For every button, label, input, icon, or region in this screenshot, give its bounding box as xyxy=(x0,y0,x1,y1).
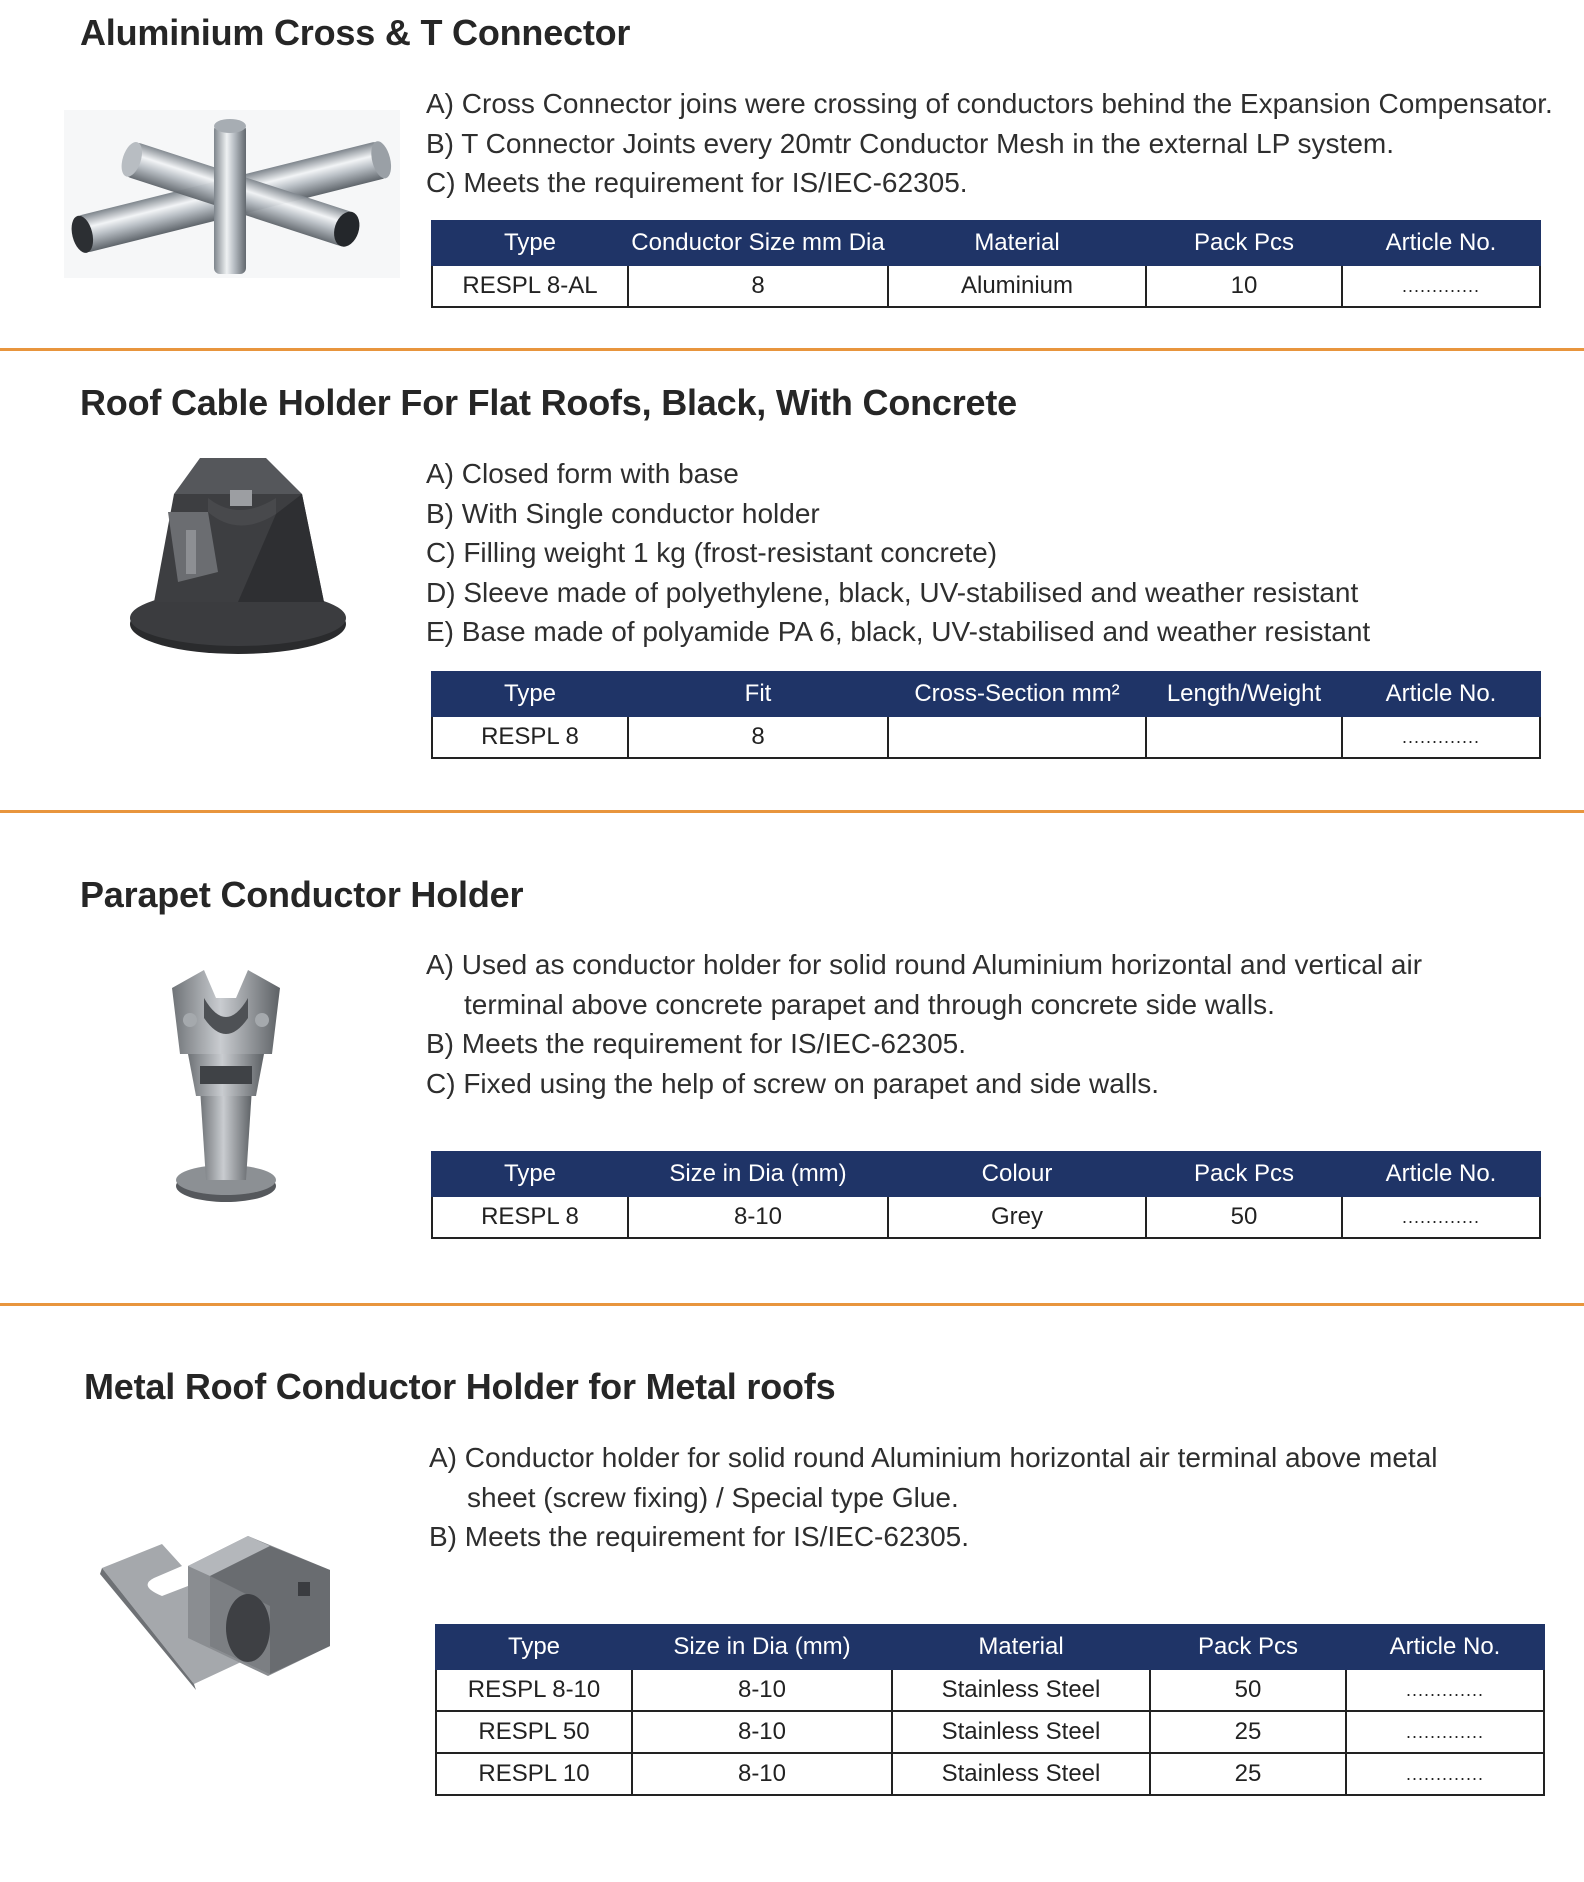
table-cell xyxy=(888,716,1146,758)
feature-item: B) T Connector Joints every 20mtr Conductor Mesh in the external LP system. xyxy=(426,127,1394,159)
feature-list xyxy=(426,84,1553,203)
column-header: Pack Pcs xyxy=(1146,221,1342,265)
column-header: Colour xyxy=(888,1152,1146,1196)
column-header: Article No. xyxy=(1346,1625,1544,1669)
column-header: Type xyxy=(432,672,628,716)
table-cell: 8 xyxy=(628,265,888,307)
table-cell: RESPL 8 xyxy=(432,716,628,758)
spec-table xyxy=(435,1624,1545,1796)
table-cell: 8-10 xyxy=(632,1711,892,1753)
feature-item: B) Meets the requirement for IS/IEC-62305. xyxy=(426,1028,967,1059)
feature-item xyxy=(429,1478,1438,1518)
column-header: Size in Dia (mm) xyxy=(628,1152,888,1196)
section-title: Aluminium Cross & T Connector xyxy=(80,12,631,53)
feature-item: B) Meets the requirement for IS/IEC-62305. xyxy=(429,1521,970,1552)
section-title: Metal Roof Conductor Holder for Metal roofs xyxy=(84,1366,836,1407)
table-row xyxy=(436,1753,1544,1795)
feature-list xyxy=(429,1438,1438,1557)
feature-item: C) Filling weight 1 kg (frost-resistant concrete) xyxy=(426,537,998,568)
column-header: Length/Weight xyxy=(1146,672,1342,716)
table-cell: RESPL 10 xyxy=(436,1753,632,1795)
column-header: Pack Pcs xyxy=(1146,1152,1342,1196)
table-row xyxy=(436,1669,1544,1711)
section-divider xyxy=(0,1303,1584,1306)
table-row xyxy=(436,1711,1544,1753)
table-cell: ............. xyxy=(1342,716,1540,758)
feature-item: A) Cross Connector joins were crossing of conductors behind the Expansion Compensator. xyxy=(426,88,1553,119)
column-header: Article No. xyxy=(1342,1152,1540,1196)
feature-item: B) With Single conductor holder xyxy=(426,497,820,529)
column-header: Article No. xyxy=(1342,672,1540,716)
table-header-row xyxy=(432,221,1540,265)
table-cell: 50 xyxy=(1150,1669,1346,1711)
section-divider xyxy=(0,810,1584,813)
metal-roof-holder-image xyxy=(98,1506,358,1690)
spec-table xyxy=(431,671,1541,759)
table-cell: RESPL 8-AL xyxy=(432,265,628,307)
table-cell: ............. xyxy=(1346,1711,1544,1753)
table-cell: Stainless Steel xyxy=(892,1711,1150,1753)
feature-item: A) Used as conductor holder for solid round Aluminium horizontal and vertical air xyxy=(426,949,1423,980)
column-header: Type xyxy=(432,221,628,265)
table-cell: Stainless Steel xyxy=(892,1669,1150,1711)
column-header: Fit xyxy=(628,672,888,716)
table-cell: 25 xyxy=(1150,1753,1346,1795)
column-header: Article No. xyxy=(1342,221,1540,265)
table-cell: Grey xyxy=(888,1196,1146,1238)
table-cell: Aluminium xyxy=(888,265,1146,307)
parapet-holder-image xyxy=(160,958,290,1208)
cross-connector-image xyxy=(64,110,400,278)
table-cell: RESPL 8 xyxy=(432,1196,628,1238)
table-cell: RESPL 8-10 xyxy=(436,1669,632,1711)
section-title: Roof Cable Holder For Flat Roofs, Black, With Concrete xyxy=(80,382,1017,423)
table-row xyxy=(432,1196,1540,1238)
column-header: Material xyxy=(888,221,1146,265)
column-header: Pack Pcs xyxy=(1150,1625,1346,1669)
roof-cable-holder-image xyxy=(126,452,350,658)
feature-item: C) Fixed using the help of screw on parapet and side walls. xyxy=(426,1067,1160,1099)
feature-item-continuation: sheet (screw fixing) / Special type Glue. xyxy=(467,1481,959,1513)
column-header: Type xyxy=(432,1152,628,1196)
table-cell: 8 xyxy=(628,716,888,758)
feature-item xyxy=(426,985,1422,1025)
spec-table xyxy=(431,1151,1541,1239)
feature-item: D) Sleeve made of polyethylene, black, UV-stabilised and weather resistant xyxy=(426,576,1359,608)
table-cell xyxy=(1146,716,1342,758)
table-header-row xyxy=(436,1625,1544,1669)
table-cell: ............. xyxy=(1342,1196,1540,1238)
feature-item: E) Base made of polyamide PA 6, black, UV-stabilised and weather resistant xyxy=(426,616,1371,647)
table-cell: ............. xyxy=(1342,265,1540,307)
feature-item: A) Closed form with base xyxy=(426,458,739,489)
table-cell: RESPL 50 xyxy=(436,1711,632,1753)
column-header: Size in Dia (mm) xyxy=(632,1625,892,1669)
table-cell: 25 xyxy=(1150,1711,1346,1753)
section-title: Parapet Conductor Holder xyxy=(80,874,524,915)
table-cell: 10 xyxy=(1146,265,1342,307)
feature-list xyxy=(426,454,1370,652)
table-cell: 8-10 xyxy=(628,1196,888,1238)
column-header: Cross-Section mm² xyxy=(888,672,1146,716)
spec-table xyxy=(431,220,1541,308)
feature-item: A) Conductor holder for solid round Aluminium horizontal air terminal above metal xyxy=(429,1442,1438,1473)
table-header-row xyxy=(432,672,1540,716)
column-header: Conductor Size mm Dia xyxy=(628,221,888,265)
table-cell: 8-10 xyxy=(632,1753,892,1795)
table-cell: ............. xyxy=(1346,1753,1544,1795)
table-header-row xyxy=(432,1152,1540,1196)
table-cell: 50 xyxy=(1146,1196,1342,1238)
feature-list xyxy=(426,945,1422,1103)
table-cell: ............. xyxy=(1346,1669,1544,1711)
column-header: Material xyxy=(892,1625,1150,1669)
column-header: Type xyxy=(436,1625,632,1669)
table-row xyxy=(432,265,1540,307)
section-divider xyxy=(0,348,1584,351)
feature-item-continuation: terminal above concrete parapet and through concrete side walls. xyxy=(464,988,1275,1020)
table-cell: Stainless Steel xyxy=(892,1753,1150,1795)
feature-item: C) Meets the requirement for IS/IEC-62305. xyxy=(426,167,968,198)
table-cell: 8-10 xyxy=(632,1669,892,1711)
table-row xyxy=(432,716,1540,758)
